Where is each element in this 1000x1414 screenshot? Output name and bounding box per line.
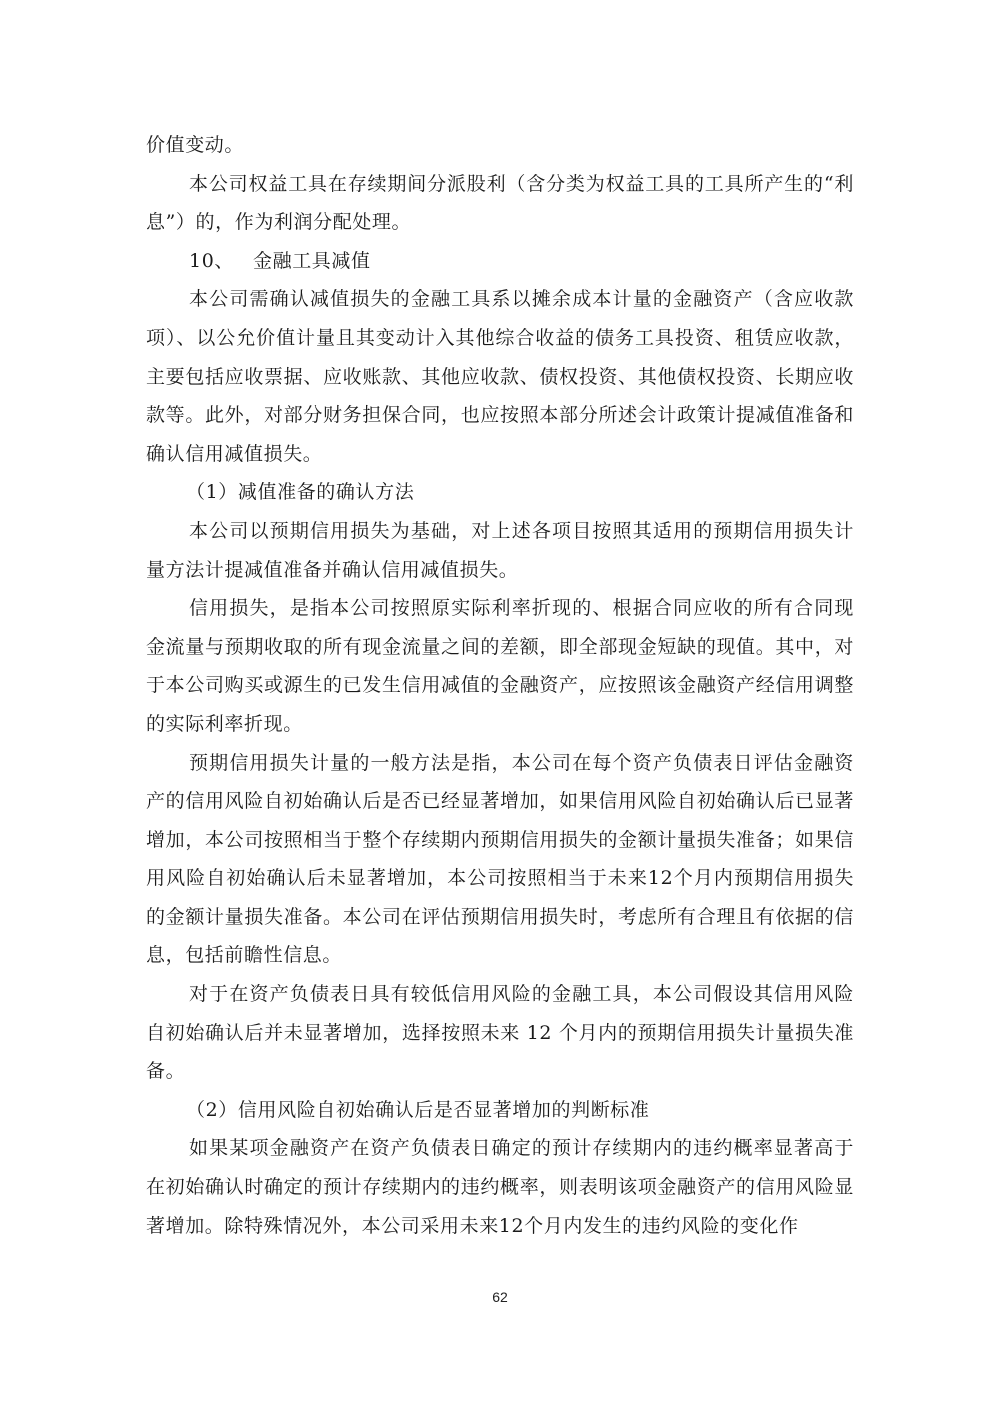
paragraph-expected-credit-loss-basis: 本公司以预期信用损失为基础，对上述各项目按照其适用的预期信用损失计量方法计提减值准备并确认信用减值损失。 [146, 519, 854, 581]
section-number: 10、 [189, 249, 234, 272]
subsection-heading-2: （2）信用风险自初始确认后是否显著增加的判断标准 [186, 1098, 650, 1121]
paragraph-credit-loss-definition: 信用损失，是指本公司按照原实际利率折现的、根据合同应收的所有合同现金流量与预期收取的所有现金流量之间的差额，即全部现金短缺的现值。其中，对于本公司购买或源生的已发生信用减值的金融资产，应按照该金融资产经信用调整的实际利率折现。 [146, 597, 854, 735]
document-body [146, 126, 854, 1245]
section-heading [146, 242, 854, 281]
paragraph-continuation: 价值变动。 [146, 134, 245, 156]
paragraph-general-approach: 预期信用损失计量的一般方法是指，本公司在每个资产负债表日评估金融资产的信用风险自初始确认后是否已经显著增加，如果信用风险自初始确认后已显著增加，本公司按照相当于整个存续期内预期信用损失的金额计量损失准备；如果信用风险自初始确认后未显著增加，本公司按照相当于未来12个月内预期信用损失的金额计量损失准备。本公司在评估预期信用损失时，考虑所有合理且有依据的信息，包括前瞻性信息。 [146, 751, 854, 967]
paragraph-significant-increase-criteria: 如果某项金融资产在资产负债表日确定的预计存续期内的违约概率显著高于在初始确认时确定的预计存续期内的违约概率，则表明该项金融资产的信用风险显著增加。除特殊情况外，本公司采用未来12个月内发生的违约风险的变化作 [146, 1137, 854, 1237]
paragraph-equity-dividends: 本公司权益工具在存续期间分派股利（含分类为权益工具的工具所产生的“利息”）的，作为利润分配处理。 [146, 172, 854, 234]
subsection-heading-1: （1）减值准备的确认方法 [186, 481, 415, 504]
page-number: 62 [492, 1289, 508, 1305]
paragraph-impairment-scope: 本公司需确认减值损失的金融工具系以摊余成本计量的金融资产（含应收款项）、以公允价值计量且其变动计入其他综合收益的债务工具投资、租赁应收款，主要包括应收票据、应收账款、其他应收款、债权投资、其他债权投资、长期应收款等。此外，对部分财务担保合同，也应按照本部分所述会计政策计提减值准备和确认信用减值损失。 [146, 288, 854, 465]
section-title: 金融工具减值 [253, 249, 371, 272]
paragraph-low-credit-risk: 对于在资产负债表日具有较低信用风险的金融工具，本公司假设其信用风险自初始确认后并未显著增加，选择按照未来 12 个月内的预期信用损失计量损失准备。 [146, 983, 854, 1083]
